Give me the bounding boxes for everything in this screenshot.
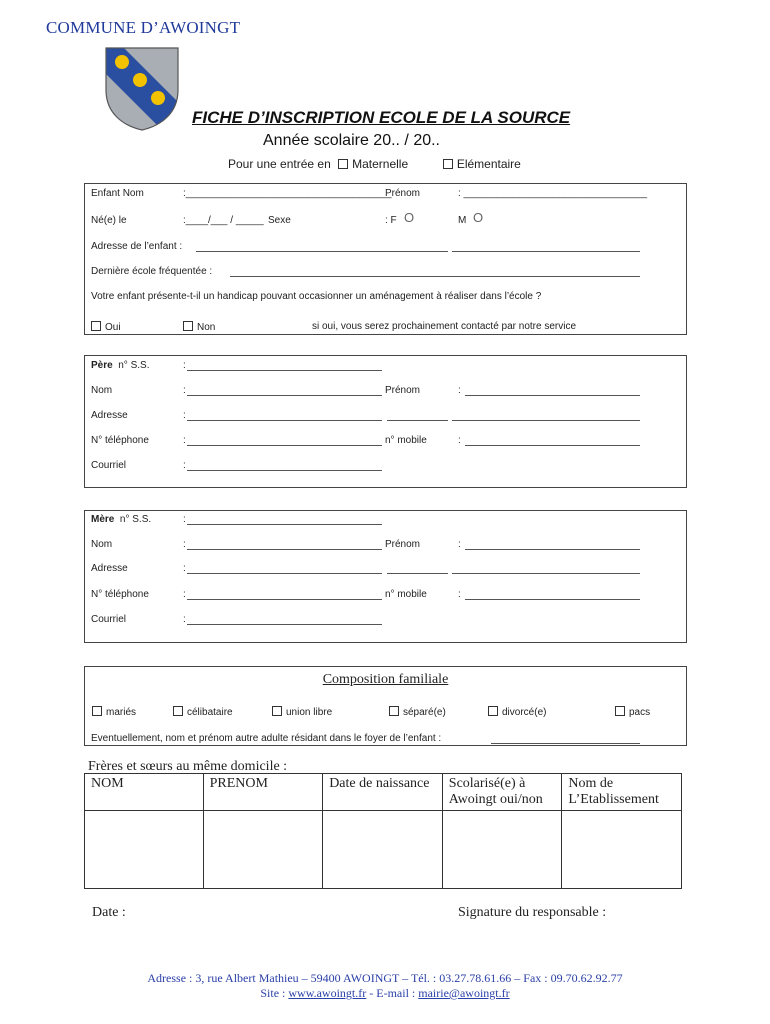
sibling-prenom-cell[interactable] xyxy=(203,811,323,889)
father-ss-field[interactable] xyxy=(187,370,382,371)
mother-adresse-field-2[interactable] xyxy=(387,573,448,574)
handicap-non-label: Non xyxy=(197,322,216,333)
father-ss-text: n° S.S. xyxy=(118,360,150,371)
other-adult-label: Eventuellement, nom et prénom autre adulte résidant dans le foyer de l’enfant : xyxy=(91,733,442,744)
pacs-checkbox[interactable] xyxy=(615,706,625,716)
commune-name: COMMUNE D’AWOINGT xyxy=(46,18,241,37)
mother-prenom-field[interactable] xyxy=(465,549,640,550)
separe-label: séparé(e) xyxy=(403,707,446,718)
mother-nom-colon: : xyxy=(183,539,186,550)
family-option-union-libre[interactable] xyxy=(272,706,332,719)
maries-label: mariés xyxy=(106,707,137,718)
sibling-scolarise-cell[interactable] xyxy=(442,811,562,889)
family-option-celibataire[interactable] xyxy=(173,706,233,719)
col-prenom: PRENOM xyxy=(203,774,323,811)
father-mobile-label: n° mobile xyxy=(385,435,427,446)
handicap-non-checkbox[interactable] xyxy=(183,321,193,331)
child-prenom-label: Prénom xyxy=(385,188,421,199)
handicap-oui-checkbox[interactable] xyxy=(91,321,101,331)
father-title: Père xyxy=(91,360,113,371)
mother-mobile-label: n° mobile xyxy=(385,589,427,600)
child-sexe-label: Sexe xyxy=(268,215,291,226)
child-school-label: Dernière école fréquentée : xyxy=(91,266,213,277)
mother-prenom-label: Prénom xyxy=(385,539,421,550)
elementaire-checkbox[interactable] xyxy=(443,159,453,169)
father-mobile-field[interactable] xyxy=(465,445,640,446)
father-section xyxy=(84,355,687,488)
sibling-etablissement-cell[interactable] xyxy=(562,811,682,889)
entry-type-row xyxy=(228,157,521,171)
mother-ss-field[interactable] xyxy=(187,524,382,525)
mother-section xyxy=(84,510,687,643)
divorce-checkbox[interactable] xyxy=(488,706,498,716)
father-adresse-field-2[interactable] xyxy=(387,420,448,421)
sibling-date-cell[interactable] xyxy=(323,811,443,889)
father-nom-colon: : xyxy=(183,385,186,396)
father-ss-colon: : xyxy=(183,360,186,371)
mother-adresse-colon: : xyxy=(183,563,186,574)
footer-site-link[interactable]: www.awoingt.fr xyxy=(288,986,367,1000)
mother-tel-field[interactable] xyxy=(187,599,382,600)
child-address-label: Adresse de l’enfant : xyxy=(91,241,183,252)
child-prenom-field[interactable]: : _________________________________ xyxy=(458,188,648,199)
family-option-separe[interactable] xyxy=(389,706,446,719)
father-courriel-label: Courriel xyxy=(91,460,127,471)
separe-checkbox[interactable] xyxy=(389,706,399,716)
divorce-label: divorcé(e) xyxy=(502,707,547,718)
mother-nom-field[interactable] xyxy=(187,549,382,550)
mother-title: Mère xyxy=(91,514,115,525)
family-title: Composition familiale xyxy=(322,672,449,687)
maternelle-checkbox[interactable] xyxy=(338,159,348,169)
sibling-nom-cell[interactable] xyxy=(85,811,204,889)
family-option-pacs[interactable] xyxy=(615,706,650,719)
footer-email-link[interactable]: mairie@awoingt.fr xyxy=(418,986,510,1000)
handicap-question: Votre enfant présente-t-il un handicap pouvant occasionner un aménagement à réaliser dans l’école ? xyxy=(91,291,542,302)
father-adresse-field-1[interactable] xyxy=(187,420,382,421)
father-courriel-field[interactable] xyxy=(187,470,382,471)
father-courriel-colon: : xyxy=(183,460,186,471)
father-prenom-label: Prénom xyxy=(385,385,421,396)
father-ss-label xyxy=(91,360,150,372)
mother-ss-text: n° S.S. xyxy=(119,514,152,525)
mother-mobile-colon: : xyxy=(458,589,461,600)
commune-crest-logo xyxy=(102,44,182,132)
maries-checkbox[interactable] xyxy=(92,706,102,716)
union-libre-label: union libre xyxy=(286,707,333,718)
family-option-divorce[interactable] xyxy=(488,706,546,719)
col-etablissement: Nom de L’Etablissement xyxy=(562,774,682,811)
union-libre-checkbox[interactable] xyxy=(272,706,282,716)
handicap-oui-label: Oui xyxy=(105,322,121,333)
child-nom-label: Enfant Nom xyxy=(91,188,144,199)
mother-courriel-label: Courriel xyxy=(91,614,127,625)
child-nom-field[interactable]: :_____________________________________ xyxy=(183,188,392,199)
date-label: Date : xyxy=(92,905,126,920)
sexe-f-radio[interactable]: O xyxy=(404,210,415,225)
sexe-m-radio[interactable]: O xyxy=(473,210,484,225)
child-address-field-2[interactable] xyxy=(452,251,640,252)
father-adresse-colon: : xyxy=(183,410,186,421)
celibataire-checkbox[interactable] xyxy=(173,706,183,716)
father-prenom-colon: : xyxy=(458,385,461,396)
mother-ss-label xyxy=(91,514,151,526)
other-adult-field[interactable] xyxy=(491,743,640,744)
father-prenom-field[interactable] xyxy=(465,395,640,396)
col-date-naissance: Date de naissance xyxy=(323,774,443,811)
mother-adresse-field-1[interactable] xyxy=(187,573,382,574)
maternelle-label: Maternelle xyxy=(352,157,409,171)
father-mobile-colon: : xyxy=(458,435,461,446)
mother-prenom-colon: : xyxy=(458,539,461,550)
mother-adresse-field-3[interactable] xyxy=(452,573,640,574)
father-tel-field[interactable] xyxy=(187,445,382,446)
handicap-non-option[interactable] xyxy=(183,321,215,334)
family-option-maries[interactable] xyxy=(92,706,136,719)
mother-mobile-field[interactable] xyxy=(465,599,640,600)
child-sexe-f-label: : F xyxy=(385,215,397,226)
mother-nom-label: Nom xyxy=(91,539,113,550)
mother-tel-colon: : xyxy=(183,589,186,600)
father-tel-label: N° téléphone xyxy=(91,435,149,446)
col-nom: NOM xyxy=(85,774,204,811)
celibataire-label: célibataire xyxy=(187,707,233,718)
elementaire-label: Elémentaire xyxy=(456,157,521,171)
handicap-oui-option[interactable] xyxy=(91,321,121,334)
siblings-empty-row xyxy=(85,811,682,889)
child-school-field[interactable] xyxy=(230,276,640,277)
mother-tel-label: N° téléphone xyxy=(91,589,149,600)
footer-email-label: - E-mail : xyxy=(369,986,416,1000)
father-nom-field[interactable] xyxy=(187,395,382,396)
footer-contact xyxy=(0,986,770,1001)
mother-courriel-colon: : xyxy=(183,614,186,625)
signature-label: Signature du responsable : xyxy=(458,905,607,920)
col-scolarise: Scolarisé(e) à Awoingt oui/non xyxy=(442,774,562,811)
handicap-contact-note: si oui, vous serez prochainement contacté par notre service xyxy=(312,321,577,332)
child-sexe-m-label: M xyxy=(458,215,467,226)
mother-adresse-label: Adresse xyxy=(91,563,128,574)
father-adresse-label: Adresse xyxy=(91,410,128,421)
footer-site-label: Site : xyxy=(260,986,286,1000)
entry-label: Pour une entrée en xyxy=(228,157,331,171)
siblings-table xyxy=(84,773,682,889)
siblings-header-row xyxy=(85,774,682,811)
child-address-field-1[interactable] xyxy=(196,251,448,252)
footer-address: Adresse : 3, rue Albert Mathieu – 59400 AWOINGT – Tél. : 03.27.78.61.66 – Fax : 09.70.62.92.77 xyxy=(147,971,623,985)
father-tel-colon: : xyxy=(183,435,186,446)
form-title: FICHE D’INSCRIPTION ECOLE DE LA SOURCE xyxy=(192,108,571,127)
pacs-label: pacs xyxy=(629,707,651,718)
child-birth-label: Né(e) le xyxy=(91,215,127,226)
school-year: Année scolaire 20.. / 20.. xyxy=(263,132,440,149)
mother-courriel-field[interactable] xyxy=(187,624,382,625)
child-section xyxy=(84,183,687,335)
siblings-heading: Frères et sœurs au même domicile : xyxy=(88,759,288,774)
mother-ss-colon: : xyxy=(183,514,186,525)
father-adresse-field-3[interactable] xyxy=(452,420,640,421)
father-nom-label: Nom xyxy=(91,385,113,396)
child-birth-field[interactable]: :____/___ / _____ xyxy=(183,215,264,226)
